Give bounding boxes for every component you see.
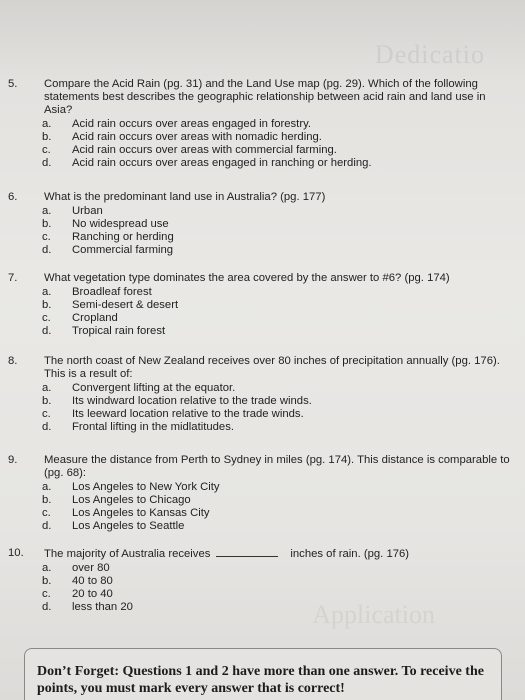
stem-before-blank: The majority of Australia receives bbox=[44, 548, 211, 560]
option-text: Its windward location relative to the trade winds. bbox=[72, 395, 312, 407]
option-text: Acid rain occurs over areas engaged in forestry. bbox=[72, 118, 312, 130]
question-number: 6. bbox=[8, 191, 18, 203]
option-letter: b. bbox=[42, 131, 52, 143]
option-letter: b. bbox=[42, 575, 52, 587]
option-letter: b. bbox=[42, 494, 52, 506]
option-letter: c. bbox=[42, 588, 51, 600]
option-text: Tropical rain forest bbox=[72, 325, 166, 337]
option-text: Its leeward location relative to the trade winds. bbox=[72, 408, 304, 420]
answer-option-a[interactable] bbox=[42, 562, 513, 575]
option-letter: b. bbox=[42, 395, 52, 407]
answer-options bbox=[42, 205, 513, 257]
answer-options bbox=[42, 286, 513, 338]
option-letter: d. bbox=[42, 421, 52, 433]
option-letter: a. bbox=[42, 205, 52, 217]
answer-option-d[interactable] bbox=[42, 601, 513, 614]
answer-options bbox=[42, 118, 513, 170]
answer-option-c[interactable] bbox=[42, 144, 513, 157]
option-letter: d. bbox=[42, 601, 52, 613]
option-text: Frontal lifting in the midlatitudes. bbox=[72, 421, 235, 433]
question-stem: The north coast of New Zealand receives over 80 inches of precipitation annually (pg. 176). This is a result of: bbox=[44, 355, 500, 380]
option-text: Ranching or herding bbox=[72, 231, 174, 243]
answer-option-d[interactable] bbox=[42, 421, 513, 434]
question-number: 8. bbox=[8, 355, 18, 367]
stem-after-blank: inches of rain. (pg. 176) bbox=[290, 548, 410, 560]
option-letter: a. bbox=[42, 286, 52, 298]
answer-option-c[interactable] bbox=[42, 507, 513, 520]
option-text: Semi-desert & desert bbox=[72, 299, 179, 311]
answer-option-b[interactable] bbox=[42, 131, 513, 144]
option-text: Convergent lifting at the equator. bbox=[72, 382, 236, 394]
option-text: Los Angeles to Kansas City bbox=[72, 507, 210, 519]
option-letter: d. bbox=[42, 325, 52, 337]
option-letter: a. bbox=[42, 118, 52, 130]
option-letter: d. bbox=[42, 244, 52, 256]
answer-blank[interactable] bbox=[216, 547, 278, 557]
option-text: Acid rain occurs over areas with nomadic herding. bbox=[72, 131, 322, 143]
answer-options bbox=[42, 562, 513, 614]
question-stem: Measure the distance from Perth to Sydney in miles (pg. 174). This distance is comparable to (pg. 68): bbox=[44, 454, 510, 479]
option-text: Los Angeles to Seattle bbox=[72, 520, 185, 532]
option-text: Commercial farming bbox=[72, 244, 174, 256]
option-text: Los Angeles to Chicago bbox=[72, 494, 191, 506]
reminder-box bbox=[24, 648, 502, 700]
question-7 bbox=[8, 272, 513, 338]
answer-option-d[interactable] bbox=[42, 244, 513, 257]
option-letter: a. bbox=[42, 382, 52, 394]
question-9 bbox=[8, 454, 513, 533]
question-8 bbox=[8, 355, 513, 434]
question-10 bbox=[8, 547, 513, 614]
option-text: Cropland bbox=[72, 312, 118, 324]
option-text: 40 to 80 bbox=[72, 575, 113, 587]
answer-option-d[interactable] bbox=[42, 325, 513, 338]
answer-option-c[interactable] bbox=[42, 588, 513, 601]
answer-option-a[interactable] bbox=[42, 205, 513, 218]
answer-option-d[interactable] bbox=[42, 157, 513, 170]
question-number: 9. bbox=[8, 454, 18, 466]
option-letter: c. bbox=[42, 144, 51, 156]
answer-options bbox=[42, 481, 513, 533]
option-letter: a. bbox=[42, 481, 52, 493]
option-letter: b. bbox=[42, 299, 52, 311]
answer-option-b[interactable] bbox=[42, 218, 513, 231]
option-letter: c. bbox=[42, 507, 51, 519]
answer-option-b[interactable] bbox=[42, 395, 513, 408]
option-text: Broadleaf forest bbox=[72, 286, 152, 298]
question-stem bbox=[44, 547, 513, 561]
answer-option-b[interactable] bbox=[42, 299, 513, 312]
option-letter: d. bbox=[42, 520, 52, 532]
option-letter: c. bbox=[42, 408, 51, 420]
option-text: over 80 bbox=[72, 562, 110, 574]
question-stem: What vegetation type dominates the area covered by the answer to #6? (pg. 174) bbox=[44, 272, 450, 284]
question-number: 7. bbox=[8, 272, 18, 284]
answer-option-a[interactable] bbox=[42, 286, 513, 299]
question-stem: Compare the Acid Rain (pg. 31) and the Land Use map (pg. 29). Which of the following statements best describes the geographic relationship between acid rain and land use in Asia? bbox=[44, 78, 486, 116]
question-stem: What is the predominant land use in Australia? (pg. 177) bbox=[44, 191, 326, 203]
answer-option-a[interactable] bbox=[42, 481, 513, 494]
question-number: 5. bbox=[8, 78, 18, 90]
reminder-text: Don’t Forget: Questions 1 and 2 have more than one answer. To receive the points, you must mark every answer that is correct! bbox=[37, 664, 484, 696]
option-letter: c. bbox=[42, 231, 51, 243]
answer-option-a[interactable] bbox=[42, 382, 513, 395]
option-letter: d. bbox=[42, 157, 52, 169]
option-text: less than 20 bbox=[72, 601, 133, 613]
option-text: 20 to 40 bbox=[72, 588, 113, 600]
option-letter: c. bbox=[42, 312, 51, 324]
question-number: 10. bbox=[8, 547, 24, 559]
question-6 bbox=[8, 191, 513, 257]
answer-option-d[interactable] bbox=[42, 520, 513, 533]
option-text: Urban bbox=[72, 205, 103, 217]
option-text: Acid rain occurs over areas engaged in ranching or herding. bbox=[72, 157, 372, 169]
answer-option-b[interactable] bbox=[42, 575, 513, 588]
answer-option-a[interactable] bbox=[42, 118, 513, 131]
answer-option-c[interactable] bbox=[42, 408, 513, 421]
answer-option-b[interactable] bbox=[42, 494, 513, 507]
answer-option-c[interactable] bbox=[42, 312, 513, 325]
option-letter: b. bbox=[42, 218, 52, 230]
background-watermark: Dedicatio bbox=[374, 40, 485, 69]
option-letter: a. bbox=[42, 562, 52, 574]
option-text: Acid rain occurs over areas with commercial farming. bbox=[72, 144, 337, 156]
question-5 bbox=[8, 78, 513, 170]
answer-options bbox=[42, 382, 513, 434]
background-watermark-bottom: Application bbox=[312, 600, 435, 629]
option-text: No widespread use bbox=[72, 218, 169, 230]
option-text: Los Angeles to New York City bbox=[72, 481, 220, 493]
answer-option-c[interactable] bbox=[42, 231, 513, 244]
